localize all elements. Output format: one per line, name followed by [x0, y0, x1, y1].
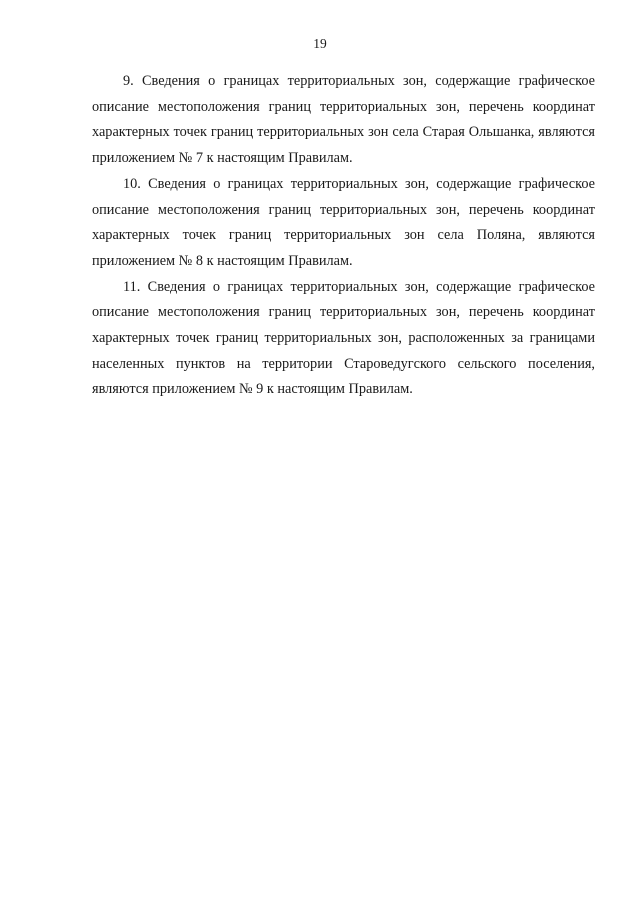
paragraph-9: 9. Сведения о границах территориальных зон, содержащие графическое описание местоположения границ территориальных зон, перечень координат характерных точек границ территориальных зон села Старая Ольшанка, являются приложением № 7 к настоящим Правилам.: [92, 73, 595, 167]
page-number: 19: [313, 36, 327, 51]
paragraph-10: 10. Сведения о границах территориальных зон, содержащие графическое описание местоположения границ территориальных зон, перечень координат характерных точек границ территориальных зон села Поляна, являются приложением № 8 к настоящим Правилам.: [92, 175, 595, 269]
document-body: [92, 69, 595, 403]
paragraph-11: 11. Сведения о границах территориальных зон, содержащие графическое описание местоположения границ территориальных зон, перечень координат характерных точек границ территориальных зон, расположенных за границами населенных пунктов на территории Староведугского сельского поселения, являются приложением № 9 к настоящим Правилам.: [92, 278, 595, 398]
